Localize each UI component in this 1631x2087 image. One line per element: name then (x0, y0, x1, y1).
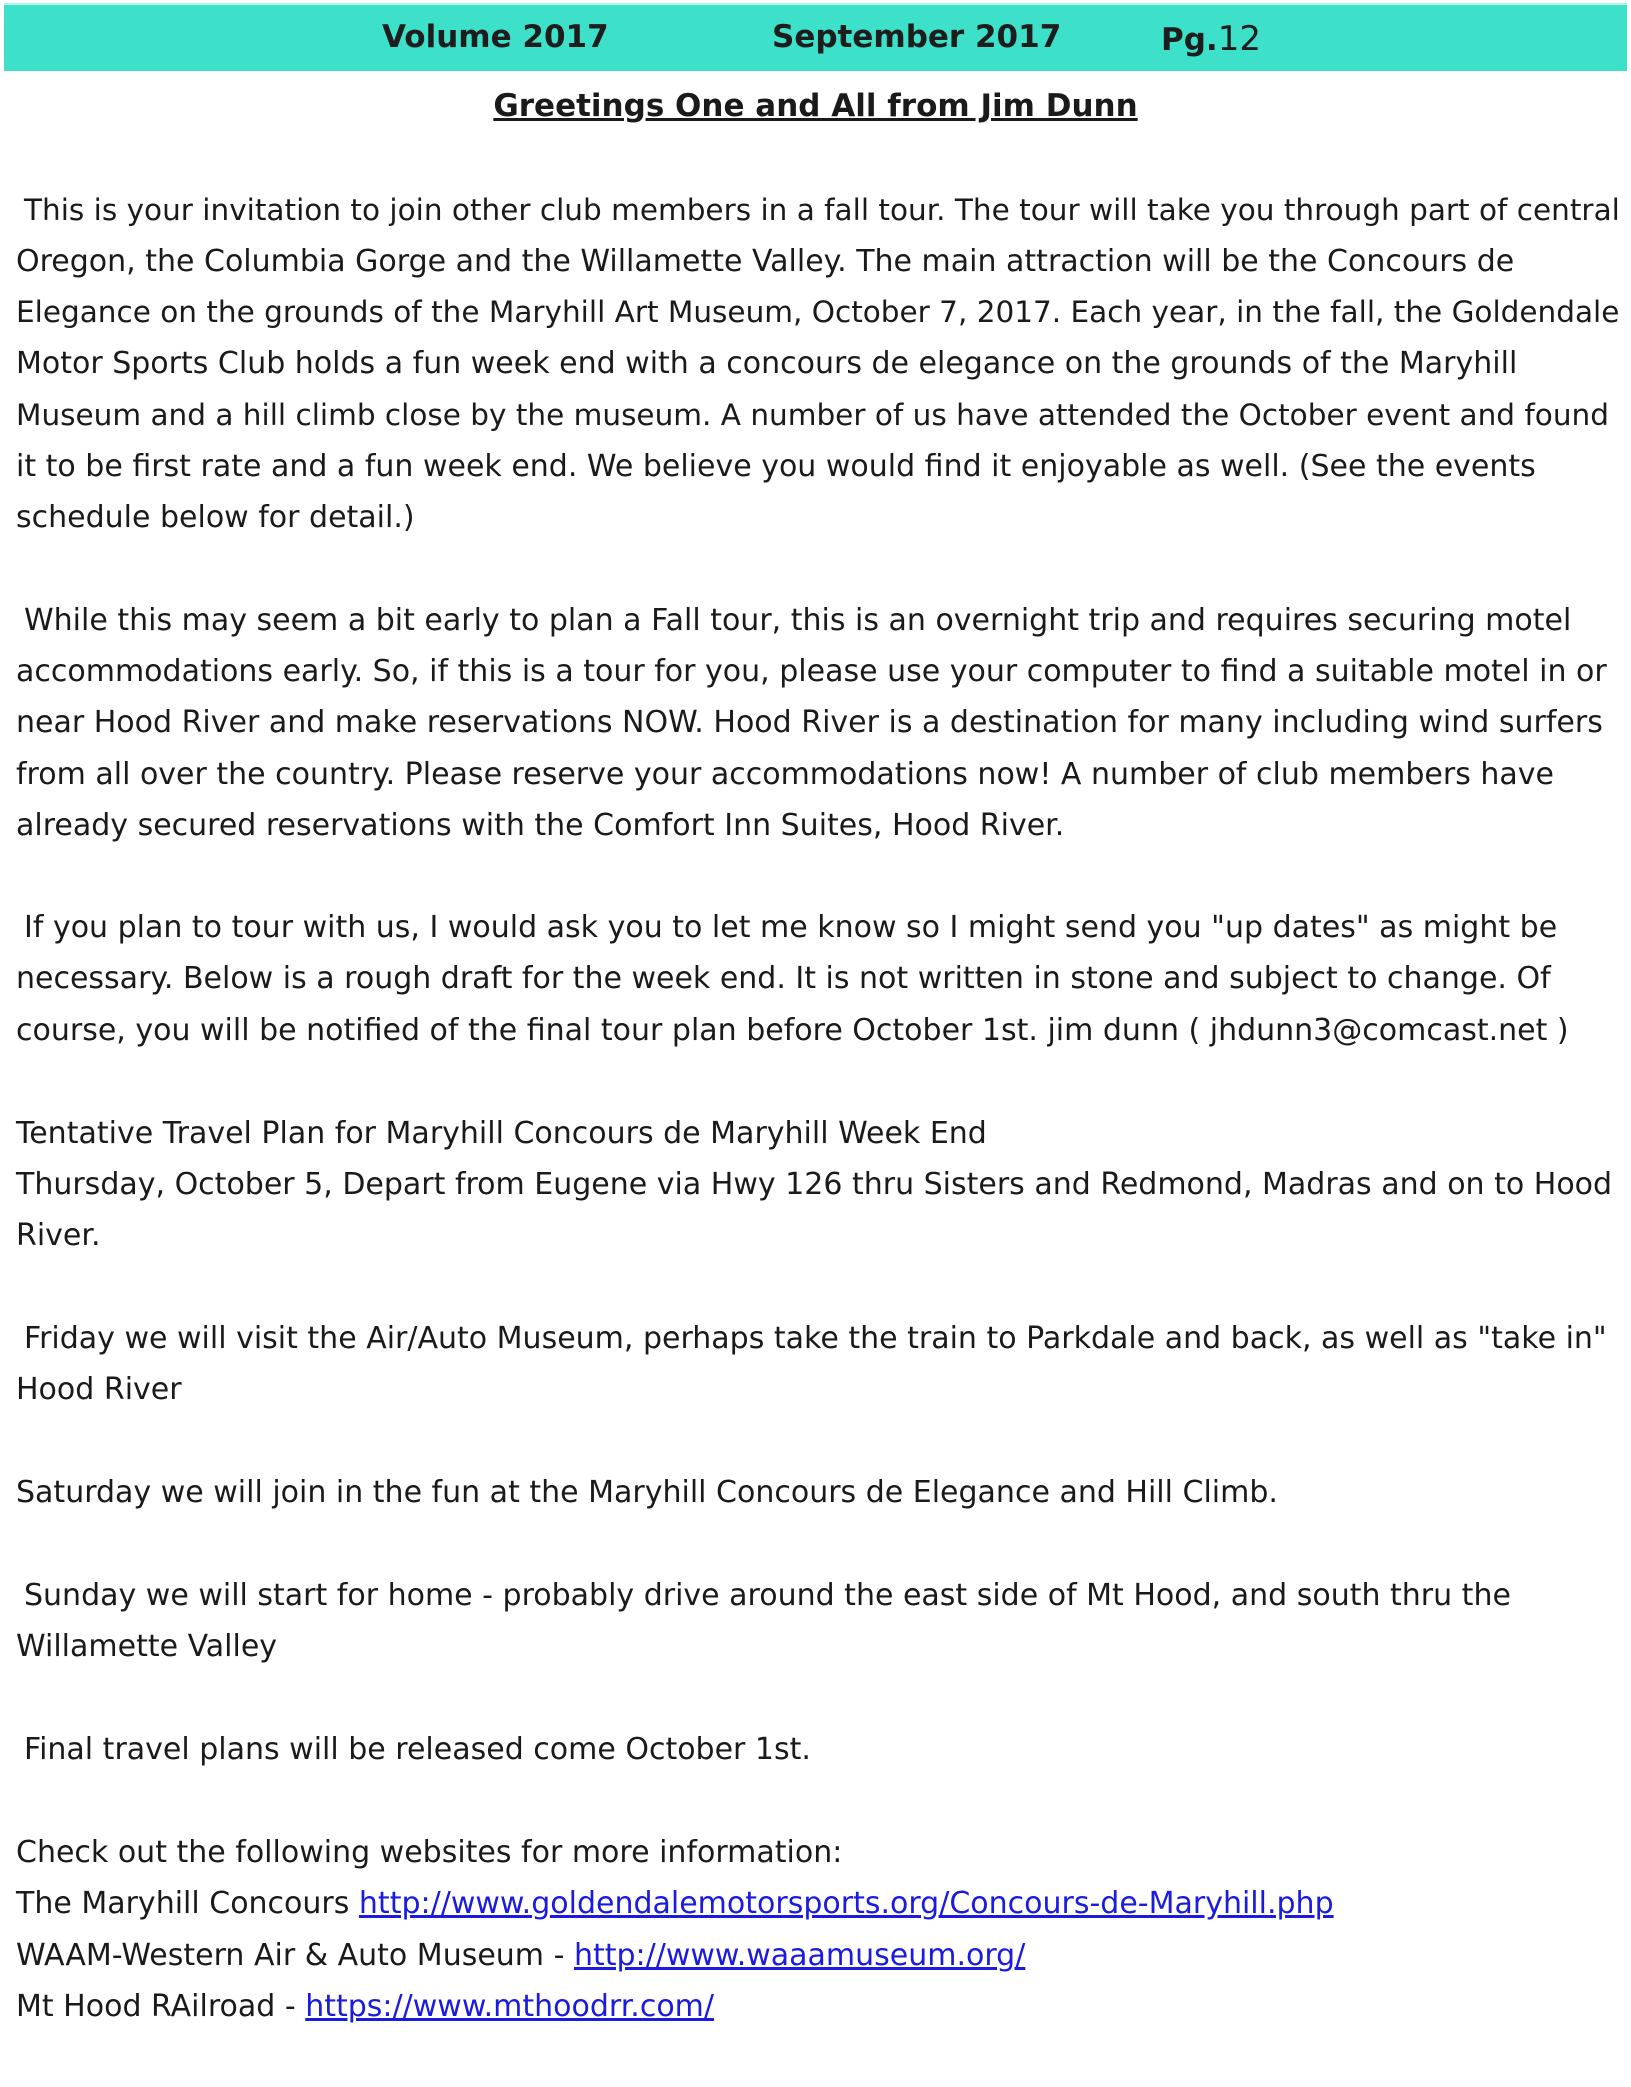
page-label: Pg. (1161, 22, 1218, 58)
page-indicator (1161, 19, 1261, 59)
plan-saturday: Saturday we will join in the fun at the Maryhill Concours de Elegance and Hill Climb. (16, 1475, 1278, 1510)
website-item (16, 1938, 1025, 1974)
paragraph-line: near Hood River and make reservations NOW. Hood River is a destination for many including wind surfers (16, 705, 1603, 740)
websites-heading: Check out the following websites for more information: (16, 1835, 843, 1870)
plan-heading: Tentative Travel Plan for Maryhill Concours de Maryhill Week End (16, 1116, 987, 1151)
paragraph-line: accommodations early. So, if this is a tour for you, please use your computer to find a suitable motel in or (16, 654, 1607, 689)
waam-museum-link[interactable]: http://www.waaamuseum.org/ (573, 1938, 1026, 1973)
paragraph-line: from all over the country. Please reserve your accommodations now! A number of club members have (16, 757, 1554, 792)
page-number: 12 (1217, 19, 1261, 59)
paragraph-line: Oregon, the Columbia Gorge and the Willamette Valley. The main attraction will be the Concours de (16, 244, 1515, 279)
paragraph-line: Museum and a hill climb close by the museum. A number of us have attended the October event and found (16, 398, 1609, 432)
paragraph-line: If you plan to tour with us, I would ask you to let me know so I might send you "up dates" as might be (24, 910, 1558, 945)
paragraph-line: This is your invitation to join other club members in a fall tour. The tour will take you through part of central (24, 193, 1620, 227)
website-label: WAAM-Western Air & Auto Museum - (16, 1938, 574, 1973)
plan-thursday: River. (16, 1218, 101, 1253)
newsletter-header-bar (4, 3, 1627, 71)
paragraph-line: it to be first rate and a fun week end. We believe you would find it enjoyable as well. (See the events (16, 449, 1536, 484)
paragraph-line: necessary. Below is a rough draft for the week end. It is not written in stone and subject to change. Of (16, 961, 1551, 996)
mt-hood-railroad-link[interactable]: https://www.mthoodrr.com/ (305, 1989, 714, 2024)
maryhill-concours-link[interactable]: http://www.goldendalemotorsports.org/Concours-de-Maryhill.php (358, 1886, 1334, 1921)
paragraph-line: already secured reservations with the Comfort Inn Suites, Hood River. (16, 808, 1065, 843)
issue-date: September 2017 (772, 19, 1062, 55)
website-label: The Maryhill Concours (16, 1886, 359, 1921)
plan-final: Final travel plans will be released come October 1st. (24, 1732, 811, 1767)
paragraph-line: schedule below for detail.) (16, 500, 415, 535)
paragraph-line: course, you will be notified of the final tour plan before October 1st. jim dunn ( jhdunn3@comcast.net ) (16, 1013, 1569, 1048)
plan-sunday: Willamette Valley (16, 1629, 278, 1664)
plan-sunday: Sunday we will start for home - probably drive around the east side of Mt Hood, and south thru the (24, 1578, 1511, 1613)
website-item (16, 1989, 714, 2025)
website-item (16, 1886, 1334, 1922)
article-title: Greetings One and All from Jim Dunn (493, 88, 1138, 124)
paragraph-line: Elegance on the grounds of the Maryhill Art Museum, October 7, 2017. Each year, in the fall, the Goldendale (16, 295, 1620, 329)
plan-friday: Hood River (16, 1372, 182, 1407)
website-label: Mt Hood RAilroad - (16, 1989, 306, 2024)
plan-friday: Friday we will visit the Air/Auto Museum, perhaps take the train to Parkdale and back, as well as "take in" (24, 1321, 1607, 1356)
paragraph-line: Motor Sports Club holds a fun week end with a concours de elegance on the grounds of the Maryhill (16, 346, 1518, 381)
volume-label: Volume 2017 (382, 19, 609, 55)
plan-thursday: Thursday, October 5, Depart from Eugene via Hwy 126 thru Sisters and Redmond, Madras and on to Hood (16, 1167, 1613, 1202)
paragraph-line: While this may seem a bit early to plan a Fall tour, this is an overnight trip and requires securing motel (24, 603, 1572, 638)
